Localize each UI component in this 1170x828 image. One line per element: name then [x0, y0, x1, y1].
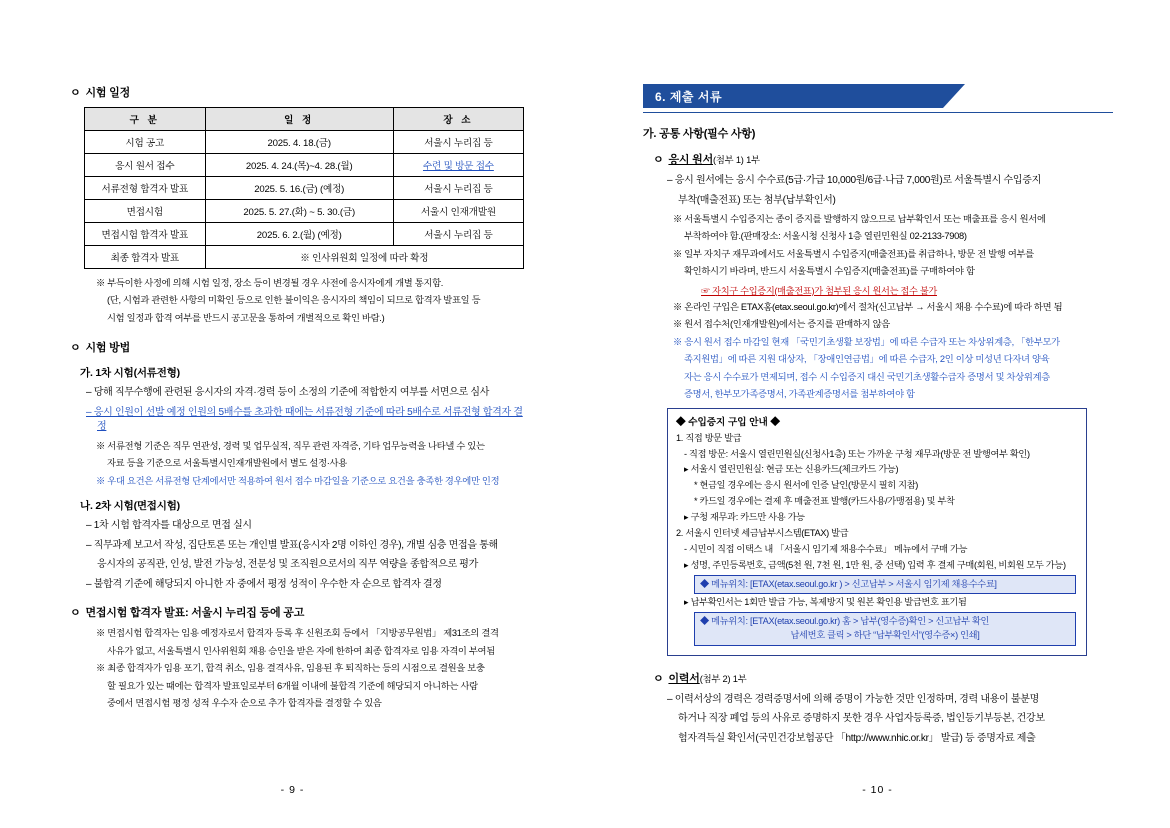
section-underline: [643, 112, 1113, 113]
guide-box-title: ◆ 수입증지 구입 안내 ◆: [676, 416, 780, 428]
table-row: [85, 131, 524, 154]
table-body: [85, 131, 524, 269]
table-head: [85, 108, 524, 131]
guide-item-8: - 시민이 직접 이택스 내 「서울시 임기제 채용수수료」 메뉴에서 구매 가능: [684, 543, 968, 554]
announcement-note-4: 할 필요가 있는 때에는 합격자 발표일로부터 6개월 이내에 불합격 기준에 해당되지 아니하는 사람: [107, 680, 478, 691]
guide-item-1: 1. 직접 방문 발급: [676, 432, 742, 443]
announcement-note-3: ※ 최종 합격자가 임용 포기, 합격 취소, 임용 결격사유, 임용된 후 퇴직하는 등의 시점으로 결원을 보충: [96, 663, 485, 674]
revenue-stamp-guide-box: [667, 408, 1087, 656]
first-exam-line-1: – 당해 직무수행에 관련된 응시자의 자격·경력 등이 소정의 기준에 적합한지 여부를 서면으로 심사: [86, 387, 490, 399]
col-header-division: 구 분: [85, 108, 206, 131]
schedule-note-1: ※ 부득이한 사정에 의해 시험 일정, 장소 등이 변경될 경우 사전에 응시자에게 개별 통지함.: [96, 278, 444, 288]
application-note-5: ※ 온라인 구입은 ETAX홈(etax.seoul.go.kr)에서 절차(신고납부 → 서울시 채용 수수료)에 따라 하면 됨: [673, 301, 1063, 312]
exam-schedule-table: [84, 107, 524, 269]
etax-menu-path-2[interactable]: [694, 612, 1076, 646]
etax-menu-path-2-line2: 납세번호 클릭 > 하단 “납부확인서”(영수증×) 인쇄]: [790, 630, 980, 641]
application-form-title: 응시 원서: [668, 154, 713, 166]
second-exam-line-1: – 1차 시험 합격자를 대상으로 면접 실시: [86, 520, 252, 532]
second-exam-line-2: – 직무과제 보고서 작성, 집단토론 또는 개인별 발표(응시자 2명 이하인 경우), 개별 심층 면접을 통해: [86, 539, 498, 551]
bullet-marker: ㅇ: [70, 342, 81, 355]
table-row: [85, 154, 524, 177]
resume-line-3: 험자격득실 확인서(국민건강보험공단 「http://www.nhic.or.kr」 발급) 등 증명자료 제출: [678, 732, 1036, 744]
col-header-date: 일 정: [205, 108, 393, 131]
cell-place: 수련 및 방문 접수: [393, 154, 523, 177]
table-row: [85, 223, 524, 246]
application-line-1: – 응시 원서에는 응시 수수료(5급·가급 10,000원/6급·나급 7,000원)로 서울특별시 수입증지: [667, 175, 1041, 186]
second-exam-line-4: – 불합격 기준에 해당되지 아니한 자 중에서 평정 성적이 우수한 자 순으로 합격자 결정: [86, 578, 442, 590]
application-note-3: ※ 일부 자치구 재무과에서도 서울특별시 수입증지(매출전표)를 취급하나, 방문 전 발행 여부를: [673, 248, 1034, 259]
second-exam-title: 나. 2차 시험(면접시험): [80, 500, 180, 513]
section-banner-tail: [943, 84, 965, 108]
first-exam-title: 가. 1차 시험(서류전형): [80, 367, 180, 380]
first-exam-note-3: ※ 우대 요건은 서류전형 단계에서만 적용하여 원서 접수 마감일을 기준으로 요건을 충족한 경우에만 인정: [96, 475, 500, 486]
schedule-note-2: (단, 시험과 관련한 사항의 미확인 등으로 인한 불이익은 응시자의 책임이 되므로 합격자 발표일 등: [107, 295, 481, 306]
application-form-heading: [653, 151, 1120, 167]
cell-date: 2025. 5. 27.(화) ~ 5. 30.(금): [205, 200, 393, 223]
page-number-left: - 9 -: [280, 784, 305, 796]
announcement-note-1: ※ 면접시험 합격자는 임용 예정자로서 합격자 등록 후 신원조회 등에서 「지방공무원법」 제31조의 결격: [96, 628, 499, 639]
announcement-heading-text: 면접시험 합격자 발표: 서울시 누리집 등에 공고: [85, 607, 305, 620]
cell-division: 응시 원서 접수: [85, 154, 206, 177]
table-header-row: [85, 108, 524, 131]
resume-line-2: 하거나 직장 폐업 등의 사유로 증명하지 못한 경우 사업자등록증, 법인등기부등본, 건강보: [678, 713, 1045, 725]
guide-item-3: ▸ 서울시 열린민원실: 현금 또는 신용카드(체크카드 가능): [684, 464, 899, 475]
guide-item-4: * 현금일 경우에는 응시 원서에 인증 날인(방문시 필히 지참): [694, 480, 919, 491]
announcement-note-5: 중에서 면접시험 평정 성적 우수자 순으로 추가 합격자를 결정할 수 있음: [107, 698, 382, 709]
application-note-9: 자는 응시 수수료가 면제되며, 접수 시 수입증지 대신 국민기초생활수급자 증명서 및 차상위계층: [684, 371, 1050, 382]
etax-menu-path-1-text: ◆ 메뉴위치: [ETAX(etax.seoul.go.kr ) > 신고납부 > 서울시 임기제 채용수수료]: [700, 578, 997, 589]
cell-date: 2025. 4. 18.(금): [205, 131, 393, 154]
resume-line-1: – 이력서상의 경력은 경력증명서에 의해 증명이 가능한 것만 인정하며, 경력 내용이 불분명: [667, 693, 1039, 705]
application-note-red: [701, 283, 1120, 297]
table-row: [85, 177, 524, 200]
application-note-8: 족지원법」에 따른 지원 대상자, 「장애인연금법」에 따른 수급자, 2인 이상 미성년 다자녀 양육: [684, 354, 1050, 365]
bullet-marker: ㅇ: [653, 154, 664, 166]
application-note-6: ※ 원서 접수처(인재개발원)에서는 증지를 판매하지 않음: [673, 319, 890, 330]
resume-title: 이력서: [668, 672, 700, 685]
page-number-right: - 10 -: [862, 784, 893, 796]
guide-item-5: * 카드일 경우에는 결제 후 매출전표 발행(카드사용/가맹점용) 및 부착: [694, 496, 955, 507]
exam-method-heading-text: 시험 방법: [85, 342, 130, 355]
announcement-heading: [70, 604, 527, 620]
announcement-note-2: 사유가 없고, 서울특별시 인사위원회 채용 승인을 받은 자에 한하여 최종 합격자로 임용 자격이 부여됨: [107, 645, 495, 656]
section-title: 6. 제출 서류: [655, 90, 723, 104]
first-exam-note-1: ※ 서류전형 기준은 직무 연관성, 경력 및 업무실적, 직무 관련 자격증, 기타 업무능력을 나타낼 수 있는: [96, 440, 485, 451]
table-row: [85, 200, 524, 223]
cell-division: 서류전형 합격자 발표: [85, 177, 206, 200]
application-note-10: 증명서, 한부모가족증명서, 가족관계증명서를 첨부하여야 함: [684, 389, 915, 400]
application-line-2: 부착(매출전표) 또는 첨부(납부확인서): [678, 194, 836, 206]
exam-schedule-heading: [70, 84, 527, 100]
exam-method-heading: [70, 339, 527, 355]
guide-note-payment-confirm: ▸ 납부확인서는 1회만 발급 가능, 복제방지 및 원본 확인용 발급번호 표기됨: [684, 597, 967, 608]
cell-place: 서울시 누리집 등: [393, 223, 523, 246]
application-note-2: 부착하여야 함.(판매장소: 서울시청 신청사 1층 열린민원실 02-2133-7908): [684, 231, 967, 242]
cell-date: 2025. 6. 2.(월) (예정): [205, 223, 393, 246]
cell-place: 서울시 누리집 등: [393, 131, 523, 154]
schedule-note-3: 시험 일정과 합격 여부를 반드시 공고문을 통하여 개별적으로 확인 바람.): [107, 312, 385, 323]
resume-heading: [653, 670, 1120, 686]
application-note-7: ※ 응시 원서 접수 마감일 현재 「국민기초생활 보장법」에 따른 수급자 또는 차상위계층, 「한부모가: [673, 336, 1060, 347]
cell-date: 2025. 4. 24.(목)~4. 28.(월): [205, 154, 393, 177]
application-form-suffix: (첨부 1) 1부: [713, 155, 760, 165]
cell-date: 2025. 5. 16.(금) (예정): [205, 177, 393, 200]
cell-division: 최종 합격자 발표: [85, 246, 206, 269]
guide-item-7: 2. 서울시 인터넷 세금납부시스템(ETAX) 발급: [676, 527, 849, 538]
guide-item-6: ▸ 구청 재무과: 카드만 사용 가능: [684, 512, 805, 523]
cell-division: 시험 공고: [85, 131, 206, 154]
cell-place: 서울시 인재개발원: [393, 200, 523, 223]
bullet-marker: ㅇ: [70, 607, 81, 620]
cell-date: ※ 인사위원회 일정에 따라 확정: [205, 246, 523, 269]
page-right: [585, 0, 1170, 828]
first-exam-line-2: – 응시 인원이 선발 예정 인원의 5배수를 초과한 때에는 서류전형 기준에 따라 5배수로 서류전형 합격자 결정: [86, 406, 523, 433]
second-exam-line-3: 응시자의 공직관, 인성, 발전 가능성, 전문성 및 조직원으로서의 직무 역량을 종합적으로 평가: [97, 559, 479, 571]
etax-menu-path-2-line1: ◆ 메뉴위치: [ETAX(etax.seoul.go.kr) 홈 > 납부(영수증)확인 > 신고납부 확인: [700, 616, 990, 627]
cell-division: 면접시험 합격자 발표: [85, 223, 206, 246]
application-note-4: 확인하시기 바라며, 반드시 서울특별시 수입증지(매출전표)를 구매하여야 함: [684, 266, 975, 277]
resume-suffix: (첨부 2) 1부: [699, 673, 747, 684]
application-note-1: ※ 서울특별시 수입증지는 종이 증지를 발행하지 않으므로 납부확인서 또는 매출표를 응시 원서에: [673, 214, 1046, 224]
bullet-marker: ㅇ: [70, 87, 81, 99]
bullet-marker: ㅇ: [653, 672, 664, 685]
application-note-red-text: ☞ 자치구 수입증지(매출전표)가 첨부된 응시 원서는 접수 불가: [701, 285, 937, 296]
etax-menu-path-1[interactable]: [694, 575, 1076, 595]
col-header-place: 장 소: [393, 108, 523, 131]
cell-division: 면접시험: [85, 200, 206, 223]
common-requirements-title: 가. 공통 사항(필수 사항): [643, 128, 756, 140]
exam-schedule-heading-text: 시험 일정: [85, 87, 130, 99]
guide-item-9: ▸ 성명, 주민등록번호, 금액(5천 원, 7천 원, 1만 원, 중 선택) 입력 후 결제 구매(회원, 비회원 모두 가능): [684, 559, 1066, 570]
first-exam-note-2: 자료 등을 기준으로 서울특별시인재개발원에서 별도 설정·사용: [107, 458, 347, 469]
guide-item-2: - 직접 방문: 서울시 열린민원실(신청사1층) 또는 가까운 구청 재무과(방문 전 발행여부 확인): [684, 448, 1030, 459]
table-row: [85, 246, 524, 269]
section-banner: [643, 84, 1113, 108]
cell-place: 서울시 누리집 등: [393, 177, 523, 200]
